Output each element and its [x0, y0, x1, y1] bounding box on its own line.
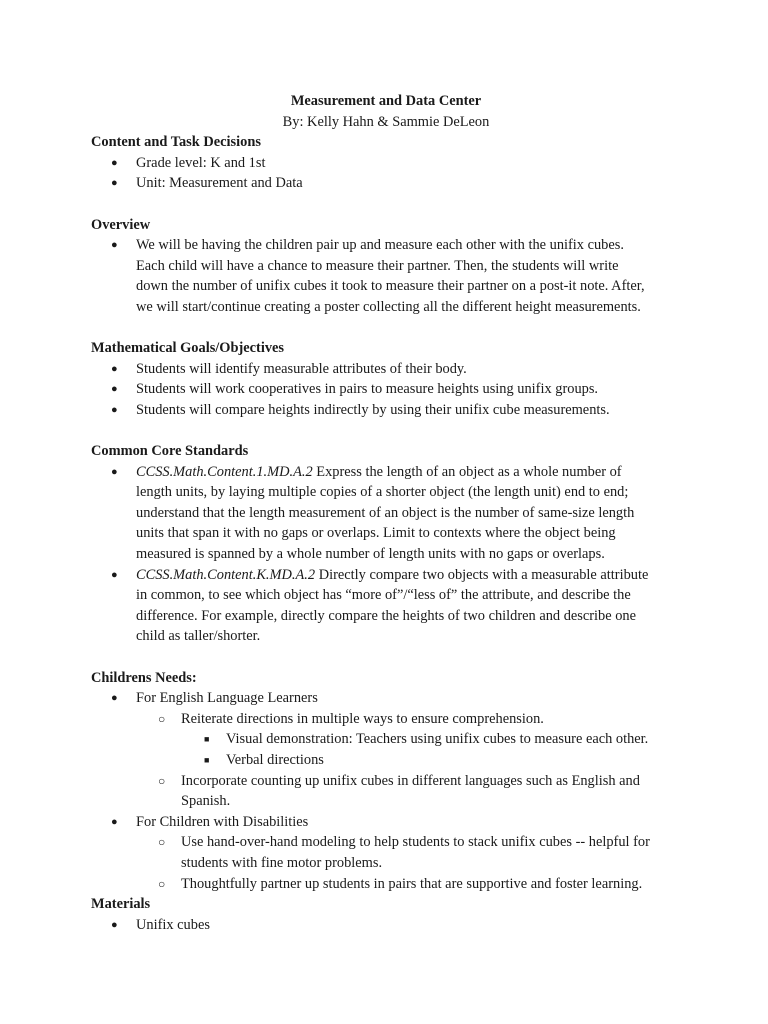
circle-bullet-icon: ○ [158, 876, 166, 891]
list-item: ○ Incorporate counting up unifix cubes in different languages such as English and Spanish. [158, 772, 640, 810]
heading-overview: Overview [91, 216, 151, 233]
bullet-icon: ● [111, 362, 118, 375]
list-item: ● Students will identify measurable attributes of their body. [91, 359, 681, 380]
bullet-icon: ● [111, 177, 118, 190]
bullet-icon: ● [111, 156, 118, 169]
circle-bullet-icon: ○ [158, 835, 166, 850]
bullet-icon: ● [111, 568, 118, 581]
list-item: ■ Verbal directions [91, 750, 681, 771]
list-item: ● CCSS.Math.Content.K.MD.A.2 Directly compare two objects with a measurable attribute in common, to see which object has “more of”/“less of” the attribute, and describe the difference. For example, directly compare the heights of two children and describe one child as taller/shorter. [111, 566, 649, 645]
circle-bullet-icon: ○ [158, 773, 166, 788]
content-task-list [91, 153, 681, 194]
list-item: ● We will be having the children pair up and measure each other with the unifix cubes. Each child will have a chance to measure their partner. Then, the students will write down the number of unifix cubes it took to measure their partner on a post-it note. After, we will start/continue creating a poster collecting all the different height measurements. [111, 237, 645, 315]
heading-standards: Common Core Standards [91, 443, 249, 460]
list-item: ● For Children with Disabilities [91, 812, 681, 833]
standards-list [91, 462, 681, 647]
circle-bullet-icon: ○ [158, 711, 166, 726]
document-title: Measurement and Data Center [290, 93, 482, 109]
list-item: ● Students will work cooperatives in pairs to measure heights using unifix groups. [91, 379, 681, 400]
goals-list [91, 359, 681, 421]
list-item: ● Grade level: K and 1st [91, 153, 681, 174]
list-item: ○ Reiterate directions in multiple ways to ensure comprehension. [91, 709, 681, 730]
list-item: ○ Use hand-over-hand modeling to help students to stack unifix cubes -- helpful for students with fine motor problems. [158, 834, 650, 871]
bullet-icon: ● [111, 918, 118, 931]
square-bullet-icon: ■ [204, 755, 210, 765]
bullet-icon: ● [111, 383, 118, 396]
list-item: ● For English Language Learners [91, 688, 681, 709]
bullet-icon: ● [111, 403, 118, 416]
list-item: ● Unit: Measurement and Data [91, 173, 681, 194]
list-item: ● CCSS.Math.Content.1.MD.A.2 Express the length of an object as a whole number of length units, by laying multiple copies of a shorter object (the length unit) end to end; understand that the length measurement of an object is the number of same-size length units that span it with no gaps or overlaps. Limit to contexts where the object being measured is spanned by a whole number of length units with no gaps or overlaps. [111, 463, 635, 563]
materials-list [91, 915, 681, 936]
list-item: ○ Thoughtfully partner up students in pairs that are supportive and foster learning. [91, 874, 681, 895]
document-byline: By: Kelly Hahn & Sammie DeLeon [282, 113, 490, 130]
standard-code: CCSS.Math.Content.1.MD.A.2 [136, 463, 313, 480]
document-page [91, 91, 681, 935]
list-item: ● Students will compare heights indirectly by using their unifix cube measurements. [91, 400, 681, 421]
heading-needs: Childrens Needs: [91, 669, 197, 686]
bullet-icon: ● [111, 815, 118, 828]
bullet-icon: ● [111, 239, 118, 252]
bullet-icon: ● [111, 465, 118, 478]
list-item: ■ Visual demonstration: Teachers using unifix cubes to measure each other. [91, 729, 681, 750]
bullet-icon: ● [111, 692, 118, 705]
needs-list [91, 688, 681, 894]
overview-list [91, 235, 681, 317]
heading-materials: Materials [91, 896, 151, 913]
square-bullet-icon: ■ [204, 734, 210, 745]
heading-goals: Mathematical Goals/Objectives [91, 340, 285, 357]
list-item: ● Unifix cubes [91, 915, 681, 936]
standard-code: CCSS.Math.Content.K.MD.A.2 [136, 566, 316, 583]
heading-content-task: Content and Task Decisions [91, 134, 261, 151]
